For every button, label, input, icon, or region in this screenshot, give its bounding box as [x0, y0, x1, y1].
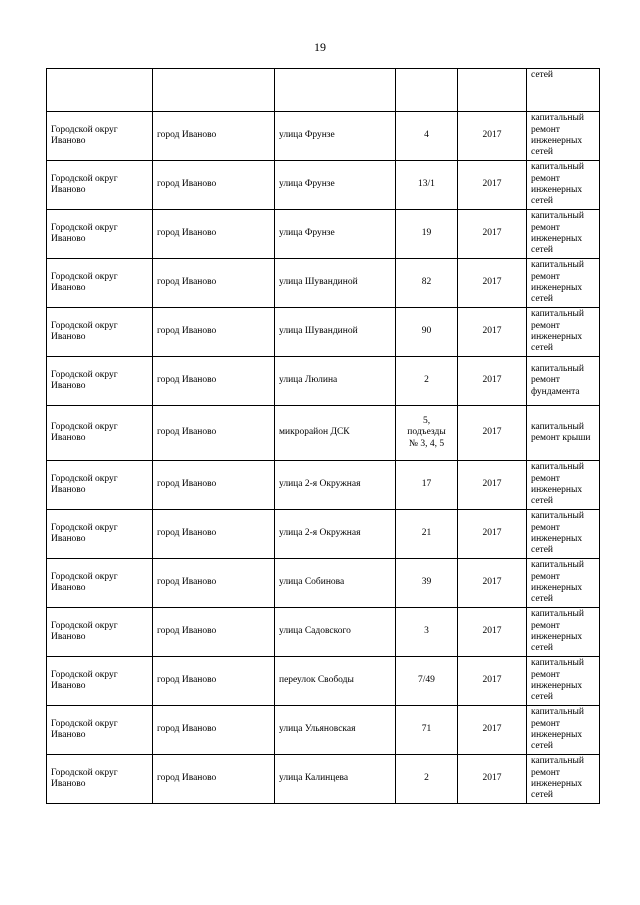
cell-municipality: Городской округ Иваново	[47, 259, 153, 308]
cell-house: 17	[396, 461, 458, 510]
cell-municipality: Городской округ Иваново	[47, 657, 153, 706]
cell-municipality: Городской округ Иваново	[47, 461, 153, 510]
cell-street: улица Люлина	[275, 357, 396, 406]
cell-street: микрорайон ДСК	[275, 406, 396, 461]
cell-work-type: капитальный ремонт инженерных сетей	[527, 161, 600, 210]
cell-municipality: Городской округ Иваново	[47, 161, 153, 210]
cell-year: 2017	[458, 510, 527, 559]
cell-house: 19	[396, 210, 458, 259]
cell-settlement: город Иваново	[153, 559, 275, 608]
table-row	[47, 461, 600, 510]
cell-year: 2017	[458, 259, 527, 308]
cell-street: улица Ульяновская	[275, 706, 396, 755]
cell-house: 5, подъезды № 3, 4, 5	[396, 406, 458, 461]
cell-municipality: Городской округ Иваново	[47, 406, 153, 461]
cell-municipality: Городской округ Иваново	[47, 112, 153, 161]
cell-year: 2017	[458, 706, 527, 755]
cell-street: улица Фрунзе	[275, 210, 396, 259]
cell-house: 71	[396, 706, 458, 755]
cell-work-type: капитальный ремонт крыши	[527, 406, 600, 461]
cell-house	[396, 69, 458, 112]
cell-settlement	[153, 69, 275, 112]
cell-work-type: капитальный ремонт инженерных сетей	[527, 510, 600, 559]
cell-year: 2017	[458, 657, 527, 706]
cell-street: улица Шувандиной	[275, 259, 396, 308]
cell-municipality	[47, 69, 153, 112]
table-row	[47, 357, 600, 406]
table-row	[47, 510, 600, 559]
cell-work-type: капитальный ремонт инженерных сетей	[527, 559, 600, 608]
cell-settlement: город Иваново	[153, 357, 275, 406]
cell-work-type: капитальный ремонт инженерных сетей	[527, 608, 600, 657]
cell-municipality: Городской округ Иваново	[47, 755, 153, 804]
cell-year: 2017	[458, 406, 527, 461]
table-row	[47, 308, 600, 357]
cell-work-type: капитальный ремонт инженерных сетей	[527, 308, 600, 357]
cell-street: улица Шувандиной	[275, 308, 396, 357]
cell-year: 2017	[458, 461, 527, 510]
cell-municipality: Городской округ Иваново	[47, 210, 153, 259]
cell-settlement: город Иваново	[153, 406, 275, 461]
cell-settlement: город Иваново	[153, 161, 275, 210]
table-row	[47, 406, 600, 461]
cell-street: улица Садовского	[275, 608, 396, 657]
table-row	[47, 608, 600, 657]
table-row	[47, 210, 600, 259]
cell-year: 2017	[458, 755, 527, 804]
table-row	[47, 559, 600, 608]
cell-work-type: капитальный ремонт инженерных сетей	[527, 461, 600, 510]
cell-year: 2017	[458, 210, 527, 259]
cell-year: 2017	[458, 559, 527, 608]
cell-municipality: Городской округ Иваново	[47, 357, 153, 406]
cell-work-type: капитальный ремонт инженерных сетей	[527, 706, 600, 755]
table-row	[47, 161, 600, 210]
table-row	[47, 706, 600, 755]
cell-house: 39	[396, 559, 458, 608]
cell-street: улица Калинцева	[275, 755, 396, 804]
cell-municipality: Городской округ Иваново	[47, 608, 153, 657]
cell-year	[458, 69, 527, 112]
cell-street: улица Собинова	[275, 559, 396, 608]
cell-work-type: капитальный ремонт инженерных сетей	[527, 755, 600, 804]
cell-settlement: город Иваново	[153, 210, 275, 259]
cell-municipality: Городской округ Иваново	[47, 510, 153, 559]
cell-settlement: город Иваново	[153, 112, 275, 161]
cell-work-type: сетей	[527, 69, 600, 112]
cell-house: 2	[396, 357, 458, 406]
cell-work-type: капитальный ремонт инженерных сетей	[527, 112, 600, 161]
cell-work-type: капитальный ремонт инженерных сетей	[527, 259, 600, 308]
cell-settlement: город Иваново	[153, 608, 275, 657]
cell-house: 82	[396, 259, 458, 308]
cell-settlement: город Иваново	[153, 657, 275, 706]
table-row	[47, 657, 600, 706]
cell-house: 90	[396, 308, 458, 357]
cell-year: 2017	[458, 357, 527, 406]
cell-house: 7/49	[396, 657, 458, 706]
cell-settlement: город Иваново	[153, 706, 275, 755]
continued-row	[47, 69, 600, 112]
cell-settlement: город Иваново	[153, 510, 275, 559]
table-row	[47, 112, 600, 161]
cell-street: улица Фрунзе	[275, 161, 396, 210]
cell-house: 21	[396, 510, 458, 559]
cell-street: переулок Свободы	[275, 657, 396, 706]
cell-house: 2	[396, 755, 458, 804]
cell-work-type: капитальный ремонт фундамента	[527, 357, 600, 406]
table-body	[47, 69, 600, 804]
cell-settlement: город Иваново	[153, 461, 275, 510]
housing-repair-table	[46, 68, 600, 804]
cell-house: 4	[396, 112, 458, 161]
table-row	[47, 755, 600, 804]
cell-municipality: Городской округ Иваново	[47, 706, 153, 755]
cell-year: 2017	[458, 608, 527, 657]
cell-settlement: город Иваново	[153, 308, 275, 357]
cell-street: улица Фрунзе	[275, 112, 396, 161]
cell-work-type: капитальный ремонт инженерных сетей	[527, 210, 600, 259]
cell-settlement: город Иваново	[153, 259, 275, 308]
page-number: 19	[314, 40, 326, 54]
cell-street: улица 2-я Окружная	[275, 510, 396, 559]
cell-municipality: Городской округ Иваново	[47, 308, 153, 357]
cell-year: 2017	[458, 308, 527, 357]
cell-settlement: город Иваново	[153, 755, 275, 804]
cell-municipality: Городской округ Иваново	[47, 559, 153, 608]
cell-year: 2017	[458, 161, 527, 210]
cell-house: 3	[396, 608, 458, 657]
cell-street: улица 2-я Окружная	[275, 461, 396, 510]
cell-year: 2017	[458, 112, 527, 161]
cell-street	[275, 69, 396, 112]
cell-house: 13/1	[396, 161, 458, 210]
cell-work-type: капитальный ремонт инженерных сетей	[527, 657, 600, 706]
table-row	[47, 259, 600, 308]
